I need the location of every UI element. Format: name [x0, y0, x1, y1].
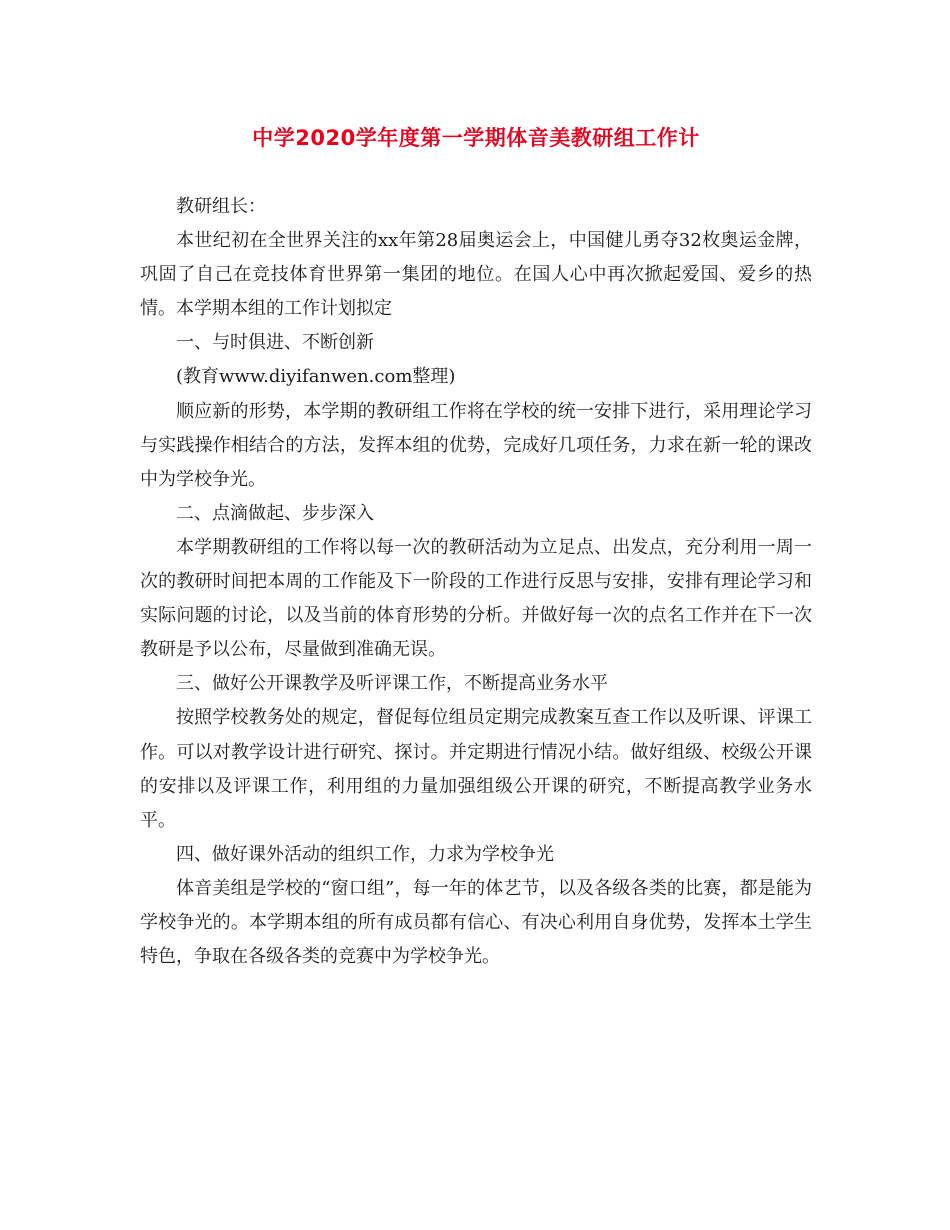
section-heading-4: 四、做好课外活动的组织工作，力求为学校争光 [176, 843, 554, 865]
paragraph-intro: 本世纪初在全世界关注的xx年第28届奥运会上，中国健儿勇夺32枚奥运金牌，巩固了自己在竞技体育世界第一集团的地位。在国人心中再次掀起爱国、爱乡的热情。本学期本组的工作计划拟定 [140, 230, 812, 320]
section-heading-1: 一、与时俱进、不断创新 [176, 332, 374, 354]
source-note: (教育www.diyifanwen.com整理) [176, 366, 456, 388]
paragraph-section-1: 顺应新的形势，本学期的教研组工作将在学校的统一安排下进行，采用理论学习与实践操作相结合的方法，发挥本组的优势，完成好几项任务，力求在新一轮的课改中为学校争光。 [140, 400, 812, 490]
paragraph-group-leader: 教研组长： [176, 196, 266, 217]
section-heading-2: 二、点滴做起、步步深入 [176, 502, 374, 524]
paragraph-section-2: 本学期教研组的工作将以每一次的教研活动为立足点、出发点，充分利用一周一次的教研时间把本周的工作能及下一阶段的工作进行反思与安排，安排有理论学习和实际问题的讨论，以及当前的体育形势的分析。并做好每一次的点名工作并在下一次教研是予以公布，尽量做到准确无误。 [140, 536, 812, 661]
document-title: 中学2020学年度第一学期体音美教研组工作计 [252, 126, 700, 150]
section-heading-3: 三、做好公开课教学及听评课工作，不断提高业务水平 [176, 673, 608, 695]
document-body [140, 190, 812, 974]
paragraph-section-3: 按照学校教务处的规定，督促每位组员定期完成教案互查工作以及听课、评课工作。可以对教学设计进行研究、探讨。并定期进行情况小结。做好组级、校级公开课的安排以及评课工作，利用组的力量加强组级公开课的研究，不断提高教学业务水平。 [140, 707, 812, 831]
paragraph-section-4: 体音美组是学校的“窗口组”，每一年的体艺节，以及各级各类的比赛，都是能为学校争光的。本学期本组的所有成员都有信心、有决心利用自身优势，发挥本土学生特色，争取在各级各类的竞赛中为学校争光。 [140, 877, 812, 968]
